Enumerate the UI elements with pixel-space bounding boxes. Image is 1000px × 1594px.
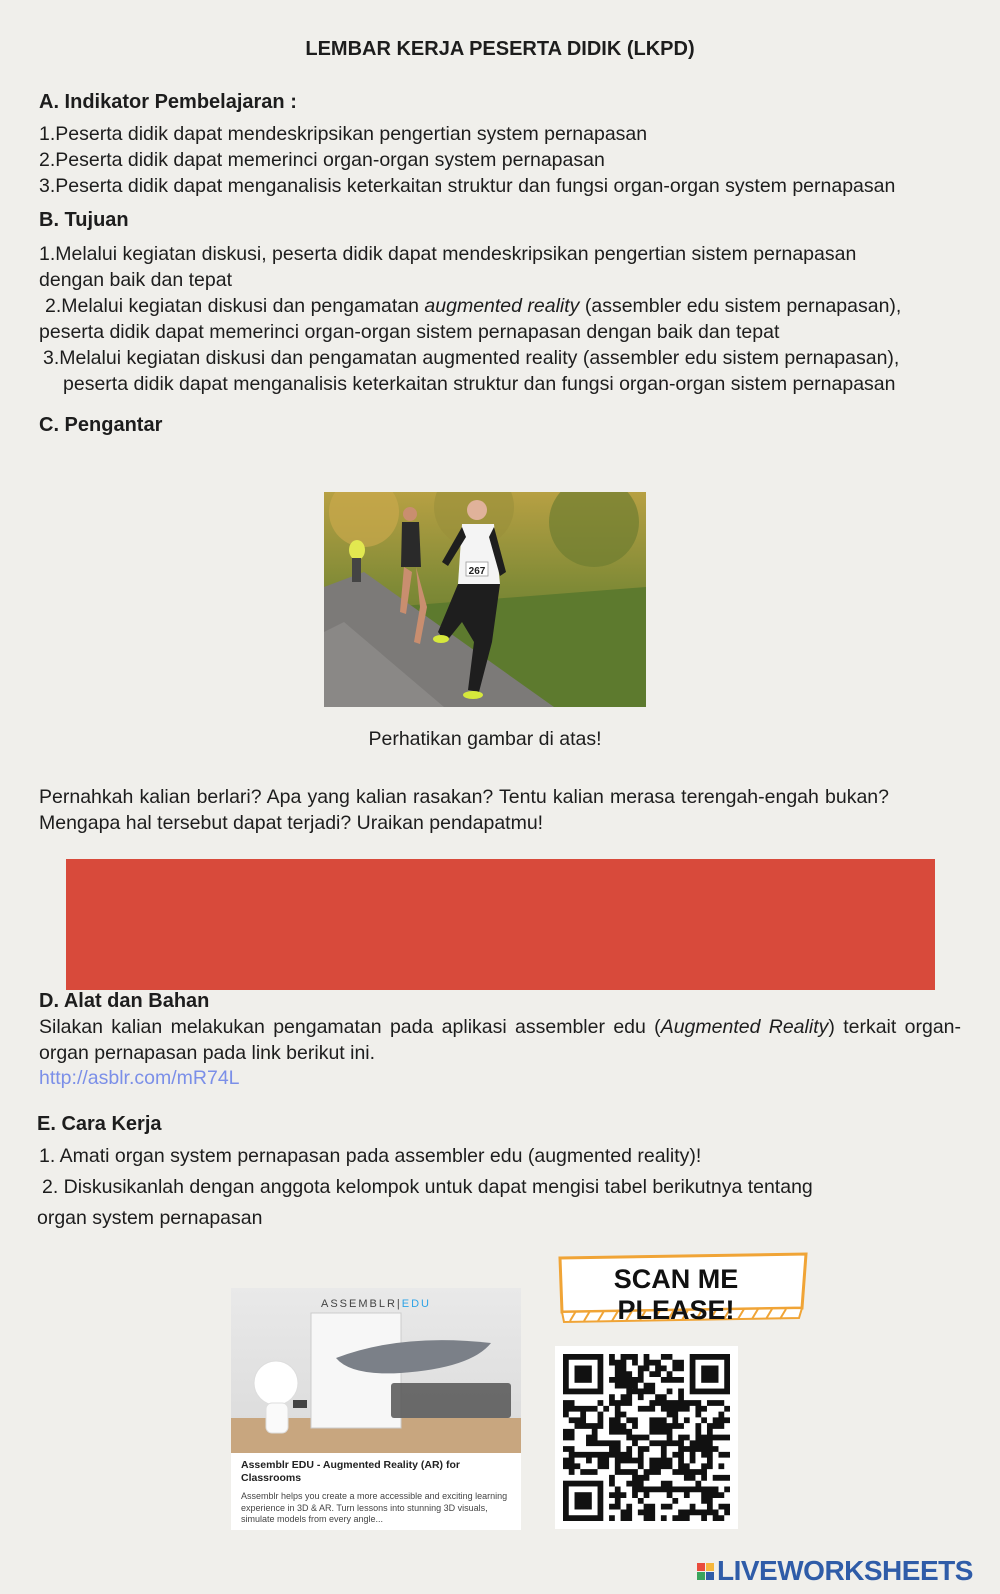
liveworksheets-icon xyxy=(697,1563,714,1580)
section-e-heading: E. Cara Kerja xyxy=(37,1113,162,1135)
liveworksheets-logo xyxy=(697,1555,973,1587)
indicator-2: 2.Peserta didik dapat memerinci organ-organ system pernapasan xyxy=(39,149,605,171)
section-a-heading: A. Indikator Pembelajaran : xyxy=(39,91,297,113)
indicator-1: 1.Peserta didik dapat mendeskripsikan pengertian system pernapasan xyxy=(39,123,648,145)
answer-box[interactable] xyxy=(66,859,935,990)
qr-finder-pattern xyxy=(575,1492,592,1509)
section-b-heading: B. Tujuan xyxy=(39,209,129,231)
qr-finder-pattern xyxy=(575,1366,592,1383)
section-d-heading: D. Alat dan Bahan xyxy=(39,990,210,1012)
assemblr-logo: ASSEMBLR|EDU xyxy=(320,1298,431,1310)
step-1: 1. Amati organ system pernapasan pada assembler edu (augmented reality)! xyxy=(39,1145,702,1167)
step-2-line2: organ system pernapasan xyxy=(37,1207,263,1229)
goal-3-line1: 3.Melalui kegiatan diskusi dan pengamatan augmented reality (assembler edu sistem pernapasan), xyxy=(43,347,900,369)
goal-1-line2: dengan baik dan tepat xyxy=(39,269,233,291)
runners-photo xyxy=(324,492,646,707)
assemblr-link[interactable]: http://asblr.com/mR74L xyxy=(39,1067,240,1089)
qr-finder-pattern xyxy=(701,1366,718,1383)
assemblr-preview-card[interactable] xyxy=(231,1288,521,1530)
image-caption: Perhatikan gambar di atas! xyxy=(368,728,602,750)
scan-me-sign xyxy=(556,1252,811,1324)
worksheet-title: LEMBAR KERJA PESERTA DIDIK (LKPD) xyxy=(305,38,695,60)
goal-3-line2: peserta didik dapat menganalisis keterkaitan struktur dan fungsi organ-organ sistem pernapasan xyxy=(63,373,896,395)
tools-instruction: Silakan kalian melakukan pengamatan pada aplikasi assembler edu (Augmented Reality) terkait organ- organ pernapasan pada link berikut ini. xyxy=(39,1016,962,1064)
section-c-heading: C. Pengantar xyxy=(39,414,163,436)
card-description: Assemblr helps you create a more accessible and exciting learning experience in 3D & AR. Turn lessons into stunning 3D visuals, simulate models from every angle... xyxy=(241,1491,508,1524)
goal-1-line1: 1.Melalui kegiatan diskusi, peserta didik dapat mendeskripsikan pengertian sistem pernapasan xyxy=(39,243,857,265)
step-2-line1: 2. Diskusikanlah dengan anggota kelompok untuk dapat mengisi tabel berikutnya tentang xyxy=(42,1176,813,1198)
intro-question: Pernahkah kalian berlari? Apa yang kalian rasakan? Tentu kalian merasa terengah-engah bukan? Mengapa hal tersebut dapat terjadi? Uraikan pendapatmu! xyxy=(39,786,889,834)
goal-2-line1: 2.Melalui kegiatan diskusi dan pengamatan augmented reality (assembler edu sistem pernapasan), xyxy=(45,295,902,317)
scan-me-label: SCAN ME PLEASE! xyxy=(613,1264,739,1325)
qr-code[interactable] xyxy=(555,1346,738,1529)
footer-brand: LIVEWORKSHEETS xyxy=(717,1555,973,1586)
assemblr-preview-image xyxy=(231,1288,521,1453)
card-title: Assemblr EDU - Augmented Reality (AR) for Classrooms xyxy=(241,1459,460,1484)
indicator-3: 3.Peserta didik dapat menganalisis keterkaitan struktur dan fungsi organ-organ system pernapasan xyxy=(39,175,896,197)
goal-2-line2: peserta didik dapat memerinci organ-organ sistem pernapasan dengan baik dan tepat xyxy=(39,321,780,343)
bib-number: 267 xyxy=(468,566,486,577)
